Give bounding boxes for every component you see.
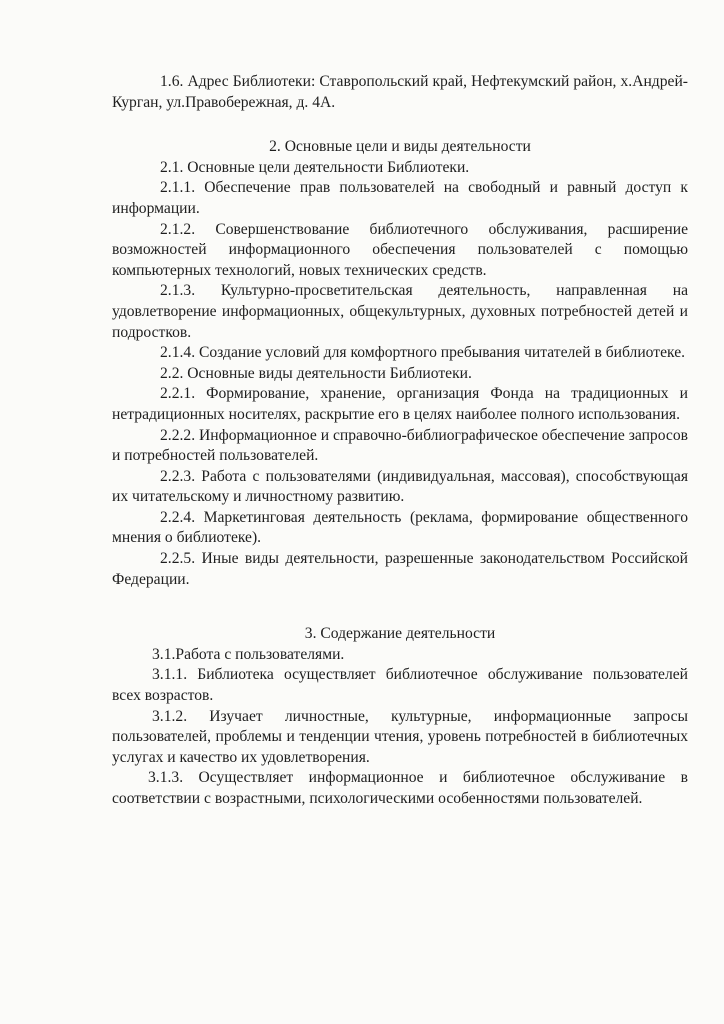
- paragraph-3-1: 3.1.Работа с пользователями.: [152, 645, 345, 663]
- paragraph-2-2-5: 2.2.5. Иные виды деятельности, разрешенные законодательством Российской Федерации.: [112, 550, 688, 588]
- paragraph-3-1-1: 3.1.1. Библиотека осуществляет библиотечное обслуживание пользователей всех возрастов.: [112, 666, 688, 705]
- paragraph-2-2: 2.2. Основные виды деятельности Библиотеки.: [160, 364, 472, 382]
- section-3-heading: 3. Содержание деятельности: [304, 625, 496, 643]
- paragraph-2-1-3: 2.1.3. Культурно-просветительская деятельность, направленная на удовлетворение информационных, общекультурных, духовных потребностей детей и подростков.: [112, 282, 688, 341]
- paragraph-1-6: 1.6. Адрес Библиотеки: Ставропольский край, Нефтекумский район, х.Андрей-Курган, ул.Правобережная, д. 4А.: [112, 73, 688, 111]
- section-2-heading: 2. Основные цели и виды деятельности: [269, 138, 531, 156]
- paragraph-2-1-1: 2.1.1. Обеспечение прав пользователей на свободный и равный доступ к информации.: [112, 179, 688, 217]
- paragraph-2-2-4: 2.2.4. Маркетинговая деятельность (реклама, формирование общественного мнения о библиотеке).: [112, 508, 688, 547]
- paragraph-2-1: 2.1. Основные цели деятельности Библиотеки.: [160, 158, 470, 176]
- paragraph-2-1-4: 2.1.4. Создание условий для комфортного пребывания читателей в библиотеке.: [160, 344, 686, 362]
- paragraph-2-2-1: 2.2.1. Формирование, хранение, организация Фонда на традиционных и нетрадиционных носителях, раскрытие его в целях наиболее полного использования.: [112, 385, 688, 423]
- paragraph-3-1-2: 3.1.2. Изучает личностные, культурные, информационные запросы пользователей, проблемы и тенденции чтения, уровень потребностей в библиотечных услугах и качество их удовлетворения.: [112, 707, 688, 766]
- paragraph-3-1-3: 3.1.3. Осуществляет информационное и библиотечное обслуживание в соответствии с возрастными, психологическими особенностями пользователей.: [112, 769, 688, 807]
- paragraph-2-2-3: 2.2.3. Работа с пользователями (индивидуальная, массовая), способствующая их читательскому и личностному развитию.: [112, 467, 688, 506]
- paragraph-2-2-2: 2.2.2. Информационное и справочно-библиографическое обеспечение запросов и потребностей пользователей.: [112, 426, 688, 465]
- paragraph-2-1-2: 2.1.2. Совершенствование библиотечного обслуживания, расширение возможностей информационного обеспечения пользователей с помощью компьютерных технологий, новых технических средств.: [112, 220, 688, 279]
